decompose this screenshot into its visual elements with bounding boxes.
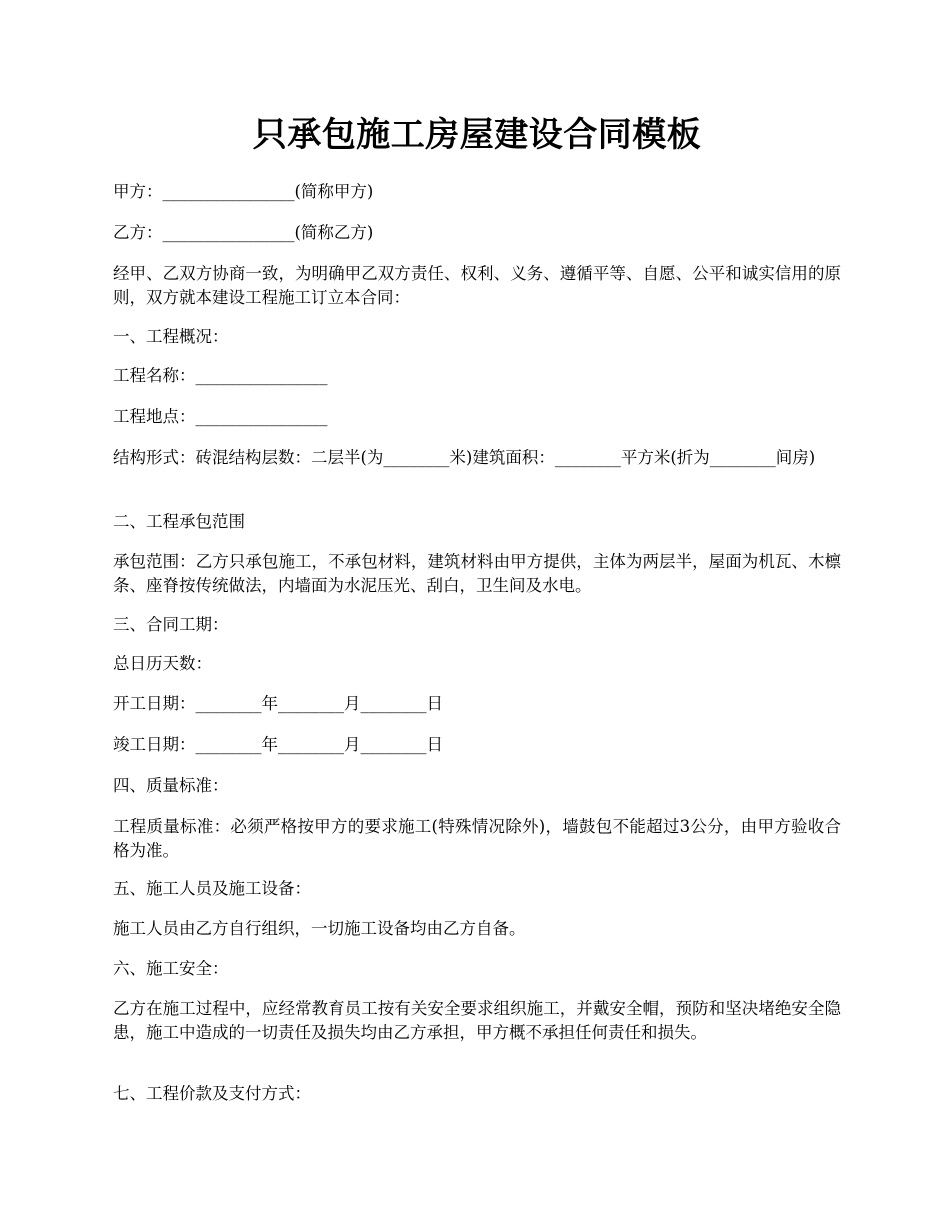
project-name-line: 工程名称：________________: [113, 366, 328, 385]
project-location-line: 工程地点：________________: [113, 407, 328, 426]
total-days-line: 总日历天数：: [113, 654, 212, 673]
structure-line: 结构形式：砖混结构层数：二层半(为________米)建筑面积：________平方米(折为________间房): [113, 448, 816, 467]
section-2-heading: 二、工程承包范围: [113, 512, 245, 531]
quality-paragraph: 工程质量标准：必须严格按甲方的要求施工(特殊情况除外)，墙鼓包不能超过3公分，由甲方验收合格为准。: [113, 817, 841, 860]
section-5-heading: 五、施工人员及施工设备：: [113, 879, 311, 898]
preamble-paragraph: 经甲、乙双方协商一致，为明确甲乙双方责任、权利、义务、遵循平等、自愿、公平和诚实信用的原则，双方就本建设工程施工订立本合同：: [113, 264, 841, 307]
section-6-heading: 六、施工安全：: [113, 959, 229, 978]
party-a-line: 甲方：________________(简称甲方): [113, 182, 374, 201]
scope-paragraph: 承包范围：乙方只承包施工，不承包材料，建筑材料由甲方提供，主体为两层半，屋面为机瓦、木檩条、座脊按传统做法，内墙面为水泥压光、刮白，卫生间及水电。: [113, 552, 841, 595]
safety-paragraph: 乙方在施工过程中，应经常教育员工按有关安全要求组织施工，并戴安全帽，预防和坚决堵绝安全隐患，施工中造成的一切责任及损失均由乙方承担，甲方概不承担任何责任和损失。: [113, 999, 841, 1042]
document-title: 只承包施工房屋建设合同模板: [252, 115, 702, 155]
section-7-heading: 七、工程价款及支付方式：: [113, 1084, 311, 1103]
party-b-line: 乙方：________________(简称乙方): [113, 223, 374, 242]
section-4-heading: 四、质量标准：: [113, 776, 229, 795]
personnel-paragraph: 施工人员由乙方自行组织，一切施工设备均由乙方自备。: [113, 919, 526, 938]
section-3-heading: 三、合同工期：: [113, 615, 229, 634]
completion-date-line: 竣工日期：________年________月________日: [113, 735, 443, 754]
section-1-heading: 一、工程概况：: [113, 327, 229, 346]
start-date-line: 开工日期：________年________月________日: [113, 694, 443, 713]
